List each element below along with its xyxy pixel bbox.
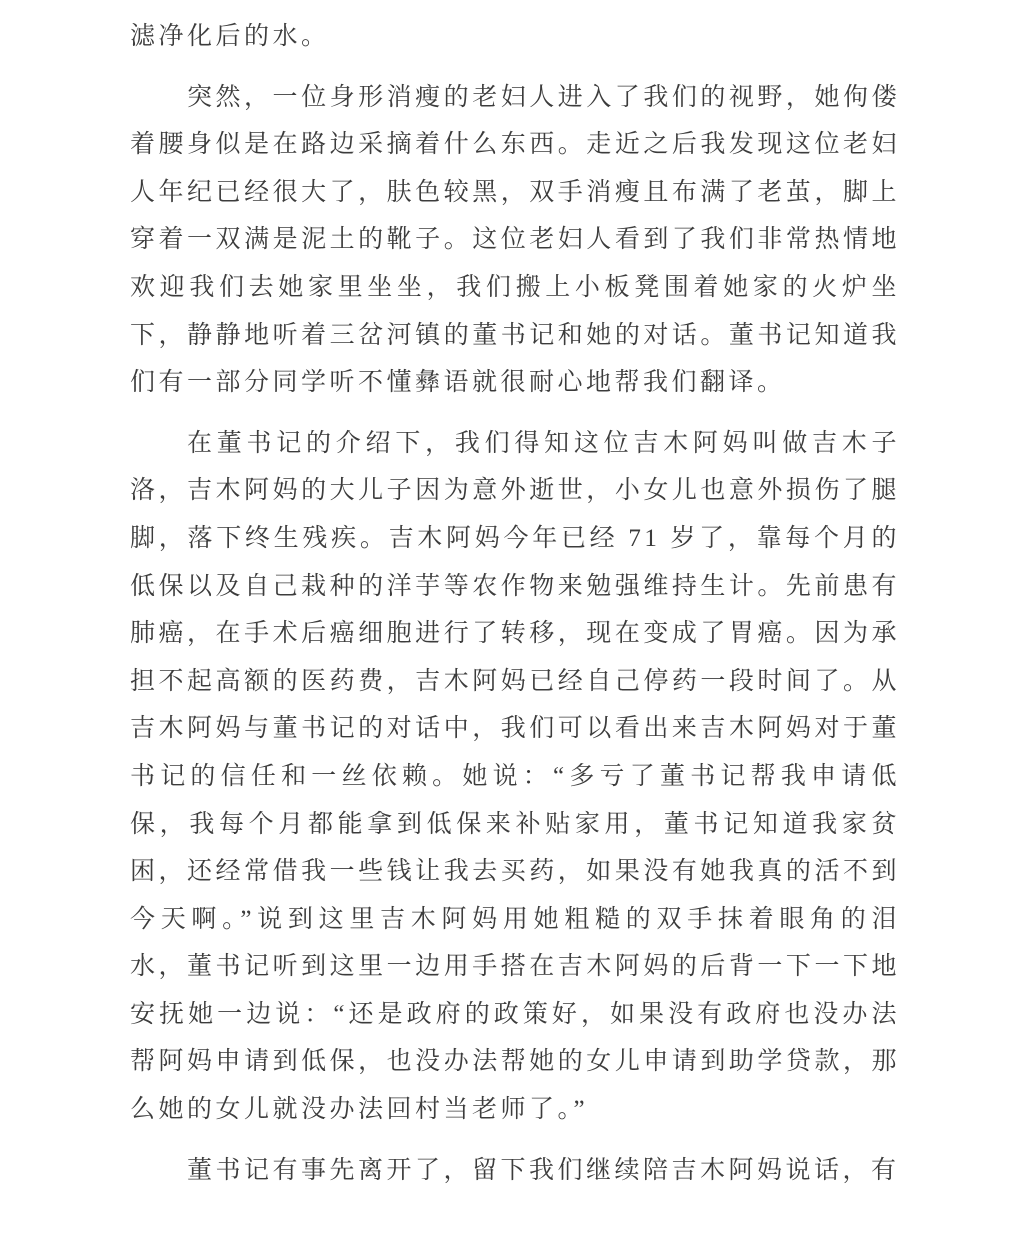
paragraph-continuation: 滤净化后的水。 <box>130 23 330 50</box>
paragraph-jimu-ama-story: 在董书记的介绍下，我们得知这位吉木阿妈叫做吉木子洛，吉木阿妈的大儿子因为意外逝世，小女儿也意外损伤了腿脚，落下终生残疾。吉木阿妈今年已经 71 岁了，靠每个月的低保以及自己栽种的洋芋等农作物来勉强维持生计。先前患有肺癌，在手术后癌细胞进行了转移，现在变成了胃癌。因为承担不起高额的医药费，吉木阿妈已经自己停药一段时间了。从吉木阿妈与董书记的对话中，我们可以看出来吉木阿妈对于董书记的信任和一丝依赖。她说：“多亏了董书记帮我申请低保，我每个月都能拿到低保来补贴家用，董书记知道我家贫困，还经常借我一些钱让我去买药，如果没有她我真的活不到今天啊。”说到这里吉木阿妈用她粗糙的双手抹着眼角的泪水，董书记听到这里一边用手搭在吉木阿妈的后背一下一下地安抚她一边说：“还是政府的政策好，如果没有政府也没办法帮阿妈申请到低保，也没办法帮她的女儿申请到助学贷款，那么她的女儿就没办法回村当老师了。” <box>130 429 900 1124</box>
paragraph-old-woman-encounter: 突然，一位身形消瘦的老妇人进入了我们的视野，她佝偻着腰身似是在路边采摘着什么东西。走近之后我发现这位老妇人年纪已经很大了，肤色较黑，双手消瘦且布满了老茧，脚上穿着一双满是泥土的靴子。这位老妇人看到了我们非常热情地欢迎我们去她家里坐坐，我们搬上小板凳围着她家的火炉坐下，静静地听着三岔河镇的董书记和她的对话。董书记知道我们有一部分同学听不懂彝语就很耐心地帮我们翻译。 <box>130 83 900 397</box>
paragraph-secretary-leaves: 董书记有事先离开了，留下我们继续陪吉木阿妈说话，有 <box>187 1156 900 1184</box>
